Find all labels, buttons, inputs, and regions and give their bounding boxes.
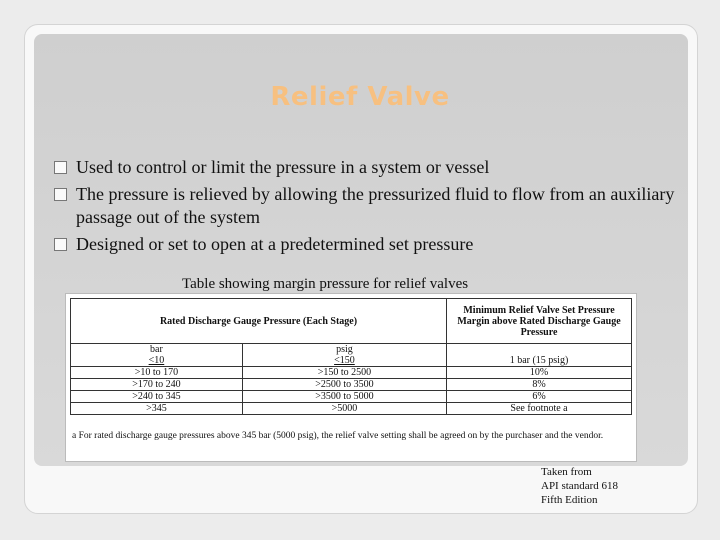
cell-psig: >2500 to 3500 bbox=[242, 379, 446, 391]
table-footnote: a For rated discharge gauge pressures above 345 bar (5000 psig), the relief valve setting shall be agreed on by the purchaser and the vendor. bbox=[72, 431, 604, 441]
source-line: Taken from bbox=[541, 466, 592, 478]
bullet-text: The pressure is relieved by allowing the pressurized fluid to flow from an auxiliary passage out of the system bbox=[76, 184, 675, 227]
bar-range: <10 bbox=[148, 355, 165, 366]
margin-table-image bbox=[66, 294, 636, 461]
source-line: API standard 618 bbox=[541, 480, 618, 492]
cell-bar: >240 to 345 bbox=[71, 391, 243, 403]
source-citation bbox=[541, 465, 618, 507]
bullet-item bbox=[54, 156, 684, 179]
table-row bbox=[71, 403, 632, 415]
cell-margin: 10% bbox=[447, 367, 632, 379]
cell-psig: >5000 bbox=[242, 403, 446, 415]
bullet-list bbox=[54, 156, 684, 260]
bullet-item bbox=[54, 233, 684, 256]
header-rated-pressure: Rated Discharge Gauge Pressure (Each Stage) bbox=[71, 299, 447, 344]
table-caption: Table showing margin pressure for relief valves bbox=[182, 276, 469, 292]
sub-bar-cell bbox=[71, 344, 243, 367]
bullet-box-icon bbox=[54, 238, 67, 251]
cell-margin: 8% bbox=[447, 379, 632, 391]
slide-title: Relief Valve bbox=[270, 82, 450, 112]
cell-margin: 6% bbox=[447, 391, 632, 403]
bullet-text: Designed or set to open at a predetermined set pressure bbox=[76, 234, 474, 254]
table-row bbox=[71, 367, 632, 379]
sub-margin-cell: 1 bar (15 psig) bbox=[447, 344, 632, 367]
source-line: Fifth Edition bbox=[541, 494, 598, 506]
bar-unit: bar bbox=[150, 344, 163, 355]
sub-psig-cell bbox=[242, 344, 446, 367]
bullet-box-icon bbox=[54, 188, 67, 201]
bullet-box-icon bbox=[54, 161, 67, 174]
table-row bbox=[71, 391, 632, 403]
psig-range: <150 bbox=[334, 355, 355, 366]
bullet-text: Used to control or limit the pressure in a system or vessel bbox=[76, 157, 490, 177]
table-row bbox=[71, 379, 632, 391]
header-min-margin: Minimum Relief Valve Set Pressure Margin above Rated Discharge Gauge Pressure bbox=[447, 299, 632, 344]
margin-table bbox=[70, 298, 632, 415]
cell-psig: >150 to 2500 bbox=[242, 367, 446, 379]
cell-psig: >3500 to 5000 bbox=[242, 391, 446, 403]
cell-bar: >170 to 240 bbox=[71, 379, 243, 391]
psig-unit: psig bbox=[336, 344, 353, 355]
cell-margin: See footnote a bbox=[447, 403, 632, 415]
bullet-item bbox=[54, 183, 684, 229]
cell-bar: >345 bbox=[71, 403, 243, 415]
cell-bar: >10 to 170 bbox=[71, 367, 243, 379]
